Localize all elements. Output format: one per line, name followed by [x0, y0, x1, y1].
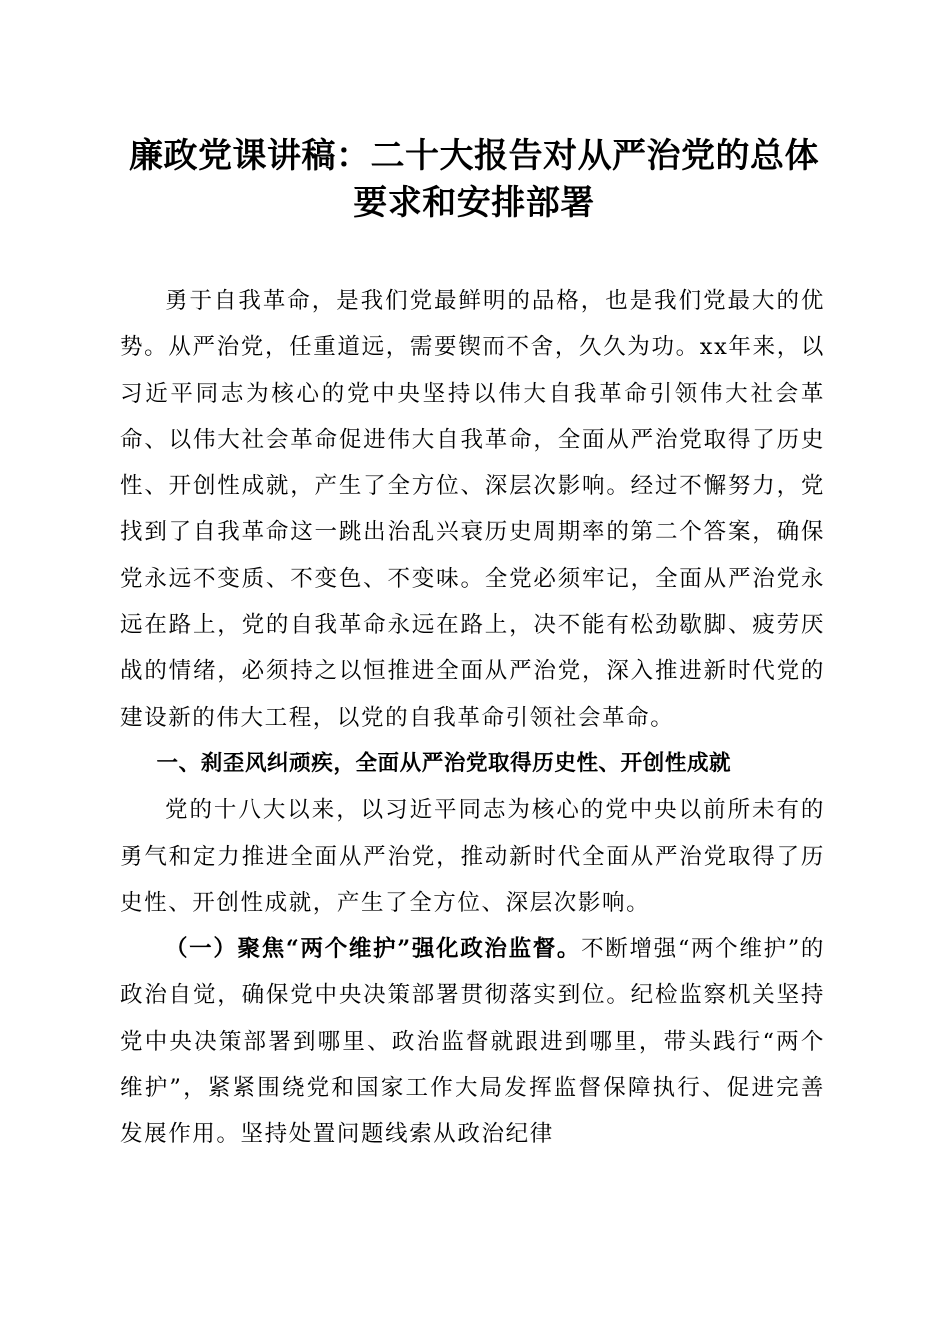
- document-body: [120, 278, 825, 1158]
- subsection-1-paragraph: [120, 926, 825, 1157]
- subsection-1-lead: （一）聚焦“两个维护”强化政治监督。: [165, 936, 582, 963]
- document-title: 廉政党课讲稿：二十大报告对从严治党的总体要求和安排部署: [129, 136, 819, 223]
- subsection-1-text: 不断增强“两个维护”的政治自觉，确保党中央决策部署贯彻落实到位。纪检监察机关坚持党中央决策部署到哪里、政治监督就跟进到哪里，带头践行“两个维护”，紧紧围绕党和国家工作大局发挥监督保障执行、促进完善发展作用。坚持处置问题线索从政治纪律: [120, 936, 826, 1148]
- section-1-paragraph: 党的十八大以来，以习近平同志为核心的党中央以前所未有的勇气和定力推进全面从严治党，推动新时代全面从严治党取得了历史性、开创性成就，产生了全方位、深层次影响。: [120, 797, 825, 916]
- intro-paragraph: 勇于自我革命，是我们党最鲜明的品格，也是我们党最大的优势。从严治党，任重道远，需要锲而不舍，久久为功。xx年来，以习近平同志为核心的党中央坚持以伟大自我革命引领伟大社会革命、以伟大社会革命促进伟大自我革命，全面从严治党取得了历史性、开创性成就，产生了全方位、深层次影响。经过不懈努力，党找到了自我革命这一跳出治乱兴衰历史周期率的第二个答案，确保党永远不变质、不变色、不变味。全党必须牢记，全面从严治党永远在路上，党的自我革命永远在路上，决不能有松劲歇脚、疲劳厌战的情绪，必须持之以恒推进全面从严治党，深入推进新时代党的建设新的伟大工程，以党的自我革命引领社会革命。: [120, 288, 825, 731]
- section-1-heading: 一、刹歪风纠顽疾，全面从严治党取得历史性、开创性成就: [156, 750, 732, 776]
